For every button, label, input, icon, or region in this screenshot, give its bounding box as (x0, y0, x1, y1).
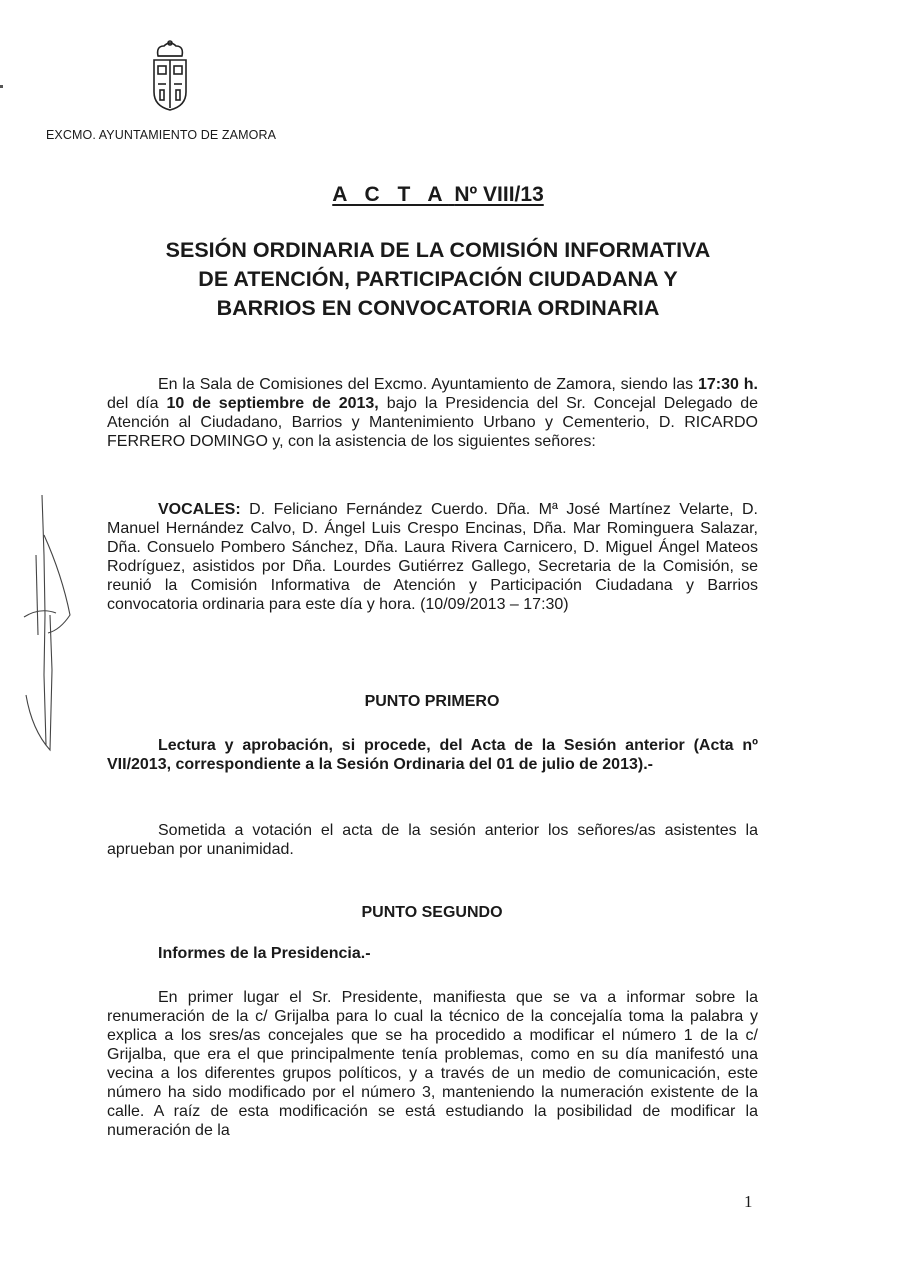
acta-code: Nº VIII/13 (454, 183, 544, 206)
punto-segundo-subheading: Informes de la Presidencia.- (158, 945, 371, 962)
intro-text-3: bajo la Presidencia del Sr. Concejal Delegado de Atención al Ciudadano, Barrios y Mantenimiento Urbano y Cementerio, D. RICARDO FERRERO DOMINGO y, con la asistencia de los siguientes señores: (107, 395, 759, 450)
vocales-text: D. Feliciano Fernández Cuerdo. Dña. Mª José Martínez Velarte, D. Manuel Hernández Calvo, D. Ángel Luis Crespo Encinas, Dña. Mar Rominguera Salazar, Dña. Consuelo Pombero Sánchez, Dña. Laura Rivera Carnicero, D. Miguel Ángel Mateos Rodríguez, asistidos por Dña. Lourdes Gutiérrez Gallego, Secretaria de la Comisión, se reunió la Comisión Informativa de Atención y Participación Ciudadana y Barrios convocatoria ordinaria para este día y hora. (10/09/2013 – 17:30) (107, 501, 758, 613)
punto-primero-text: Sometida a votación el acta de la sesión anterior los señores/as asistentes la aprueban por unanimidad. (107, 822, 758, 858)
intro-text-2: del día (107, 395, 167, 412)
punto-primero-heading: PUNTO PRIMERO (364, 693, 500, 710)
acta-number (0, 183, 876, 207)
page-number: 1 (744, 1192, 753, 1211)
punto-segundo-heading: PUNTO SEGUNDO (361, 904, 503, 921)
session-title (60, 236, 816, 323)
handwritten-signature (22, 495, 72, 770)
session-time: 17:30 h. (698, 376, 758, 393)
title-line-1: SESIÓN ORDINARIA DE LA COMISIÓN INFORMATIVA (165, 238, 711, 262)
punto-segundo-text: En primer lugar el Sr. Presidente, manifiesta que se va a informar sobre la renumeración de la c/ Grijalba para lo cual la técnico de la concejalía toma la palabra y explica a los sres/as concejales que se ha procedido a modificar el número 1 de la c/ Grijalba, que era el que principalmente tenía problemas, como en su día manifestó una vecina a los diferentes grupos políticos, y a través de un medio de comunicación, este número ha sido modificado por el número 3, manteniendo la numeración existente de la calle. A raíz de esta modificación se está estudiando la posibilidad de modificar la numeración de la (107, 989, 758, 1139)
title-line-2: DE ATENCIÓN, PARTICIPACIÓN CIUDADANA Y (198, 267, 678, 291)
intro-paragraph (107, 375, 758, 451)
acta-word: A C T A (332, 183, 449, 206)
title-line-3: BARRIOS EN CONVOCATORIA ORDINARIA (216, 296, 660, 320)
vocales-label: VOCALES: (158, 501, 241, 518)
vocales-paragraph (107, 500, 758, 614)
intro-text-1: En la Sala de Comisiones del Excmo. Ayuntamiento de Zamora, siendo las (158, 376, 698, 393)
organization-name: EXCMO. AYUNTAMIENTO DE ZAMORA (46, 128, 277, 142)
punto-primero-subject: Lectura y aprobación, si procede, del Acta de la Sesión anterior (Acta nº VII/2013, correspondiente a la Sesión Ordinaria del 01 de julio de 2013).- (107, 737, 758, 773)
session-date: 10 de septiembre de 2013, (166, 395, 379, 412)
coat-of-arms-icon (146, 40, 194, 112)
scan-speck (0, 85, 3, 88)
